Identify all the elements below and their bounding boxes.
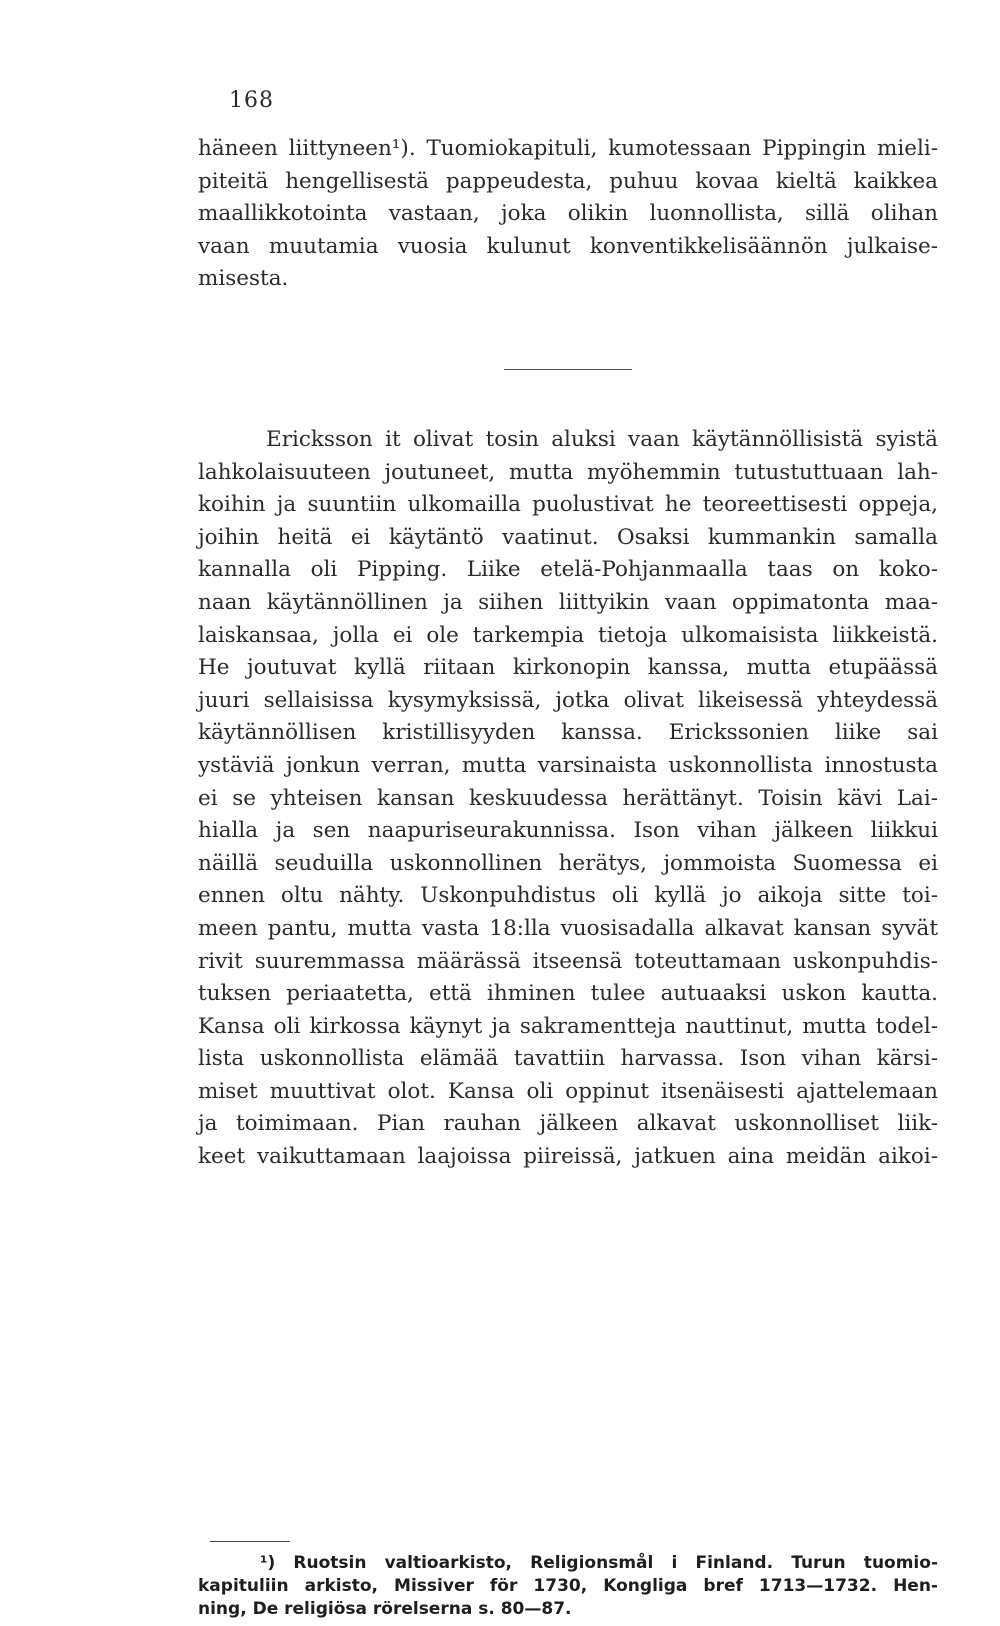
text-line: juuri sellaisissa kysymyksissä, jotka olivat likeisessä yhteydessä (198, 687, 938, 713)
text-line: keet vaikuttamaan laajoissa piireissä, jatkuen aina meidän aikoi- (198, 1144, 938, 1170)
text-line: häneen liittyneen¹). Tuomiokapituli, kumotessaan Pippingin mieli- (198, 136, 938, 161)
text-line: naan käytännöllinen ja siihen liittyikin vaan oppimatonta maa- (198, 589, 938, 615)
footnote-line: ning, De religiösa rörelserna s. 80—87. (198, 1599, 572, 1619)
paragraph-main (198, 424, 938, 1174)
text-line: käytännöllisen kristillisyyden kanssa. Erickssonien liike sai (198, 720, 938, 746)
footnote-line: kapituliin arkisto, Missiver för 1730, Kongliga bref 1713—1732. Hen- (198, 1576, 938, 1596)
section-divider (504, 369, 632, 370)
text-line: hialla ja sen naapuriseurakunnissa. Ison vihan jälkeen liikkui (198, 818, 938, 844)
text-line: rivit suuremmassa määrässä itseensä toteuttamaan uskonpuhdis- (198, 948, 938, 974)
footnote (198, 1552, 938, 1621)
text-line: maallikkotointa vastaan, joka olikin luonnollista, sillä olihan (198, 201, 938, 227)
text-line: näillä seuduilla uskonnollinen herätys, jommoista Suomessa ei (198, 850, 938, 876)
footnote-rule (210, 1541, 290, 1542)
text-line: He joutuvat kyllä riitaan kirkonopin kanssa, mutta etupäässä (198, 655, 938, 681)
text-line: ei se yhteisen kansan keskuudessa herättänyt. Toisin kävi Lai- (198, 785, 938, 811)
text-line: lista uskonnollista elämää tavattiin harvassa. Ison vihan kärsi- (198, 1046, 938, 1072)
text-line: tuksen periaatetta, että ihminen tulee autuaaksi uskon kautta. (198, 981, 938, 1007)
text-line: koihin ja suuntiin ulkomailla puolustivat he teoreettisesti oppeja, (198, 492, 938, 518)
text-line: misesta. (198, 266, 289, 292)
text-line: Kansa oli kirkossa käynyt ja sakramentteja nauttinut, mutta todel- (198, 1013, 938, 1039)
text-line: ennen oltu nähty. Uskonpuhdistus oli kyllä jo aikoja sitte toi- (198, 883, 938, 909)
text-line: miset muuttivat olot. Kansa oli oppinut itsenäisesti ajattelemaan (198, 1078, 938, 1104)
text-line: vaan muutamia vuosia kulunut konventikkelisäännön julkaise- (198, 233, 938, 259)
text-line: meen pantu, mutta vasta 18:lla vuosisadalla alkavat kansan syvät (198, 915, 938, 941)
text-line: ja toimimaan. Pian rauhan jälkeen alkavat uskonnolliset liik- (198, 1111, 938, 1137)
text-line: Ericksson it olivat tosin aluksi vaan käytännöllisistä syistä (266, 427, 938, 452)
text-line: ystäviä jonkun verran, mutta varsinaista uskonnollista innostusta (198, 752, 938, 778)
text-line: lahkolaisuuteen joutuneet, mutta myöhemmin tutustuttuaan lah- (198, 459, 938, 485)
footnote-line: ¹) Ruotsin valtioarkisto, Religionsmål i Finland. Turun tuomio- (260, 1553, 938, 1573)
text-line: kannalla oli Pipping. Liike etelä-Pohjanmaalla taas on koko- (198, 557, 938, 583)
paragraph-continuation (198, 133, 938, 296)
text-line: laiskansaa, jolla ei ole tarkempia tietoja ulkomaisista liikkeistä. (198, 622, 938, 648)
text-line: joihin heitä ei käytäntö vaatinut. Osaksi kummankin samalla (198, 524, 938, 550)
text-line: piteitä hengellisestä pappeudesta, puhuu kovaa kieltä kaikkea (198, 168, 938, 194)
page-number: 168 (229, 88, 274, 113)
